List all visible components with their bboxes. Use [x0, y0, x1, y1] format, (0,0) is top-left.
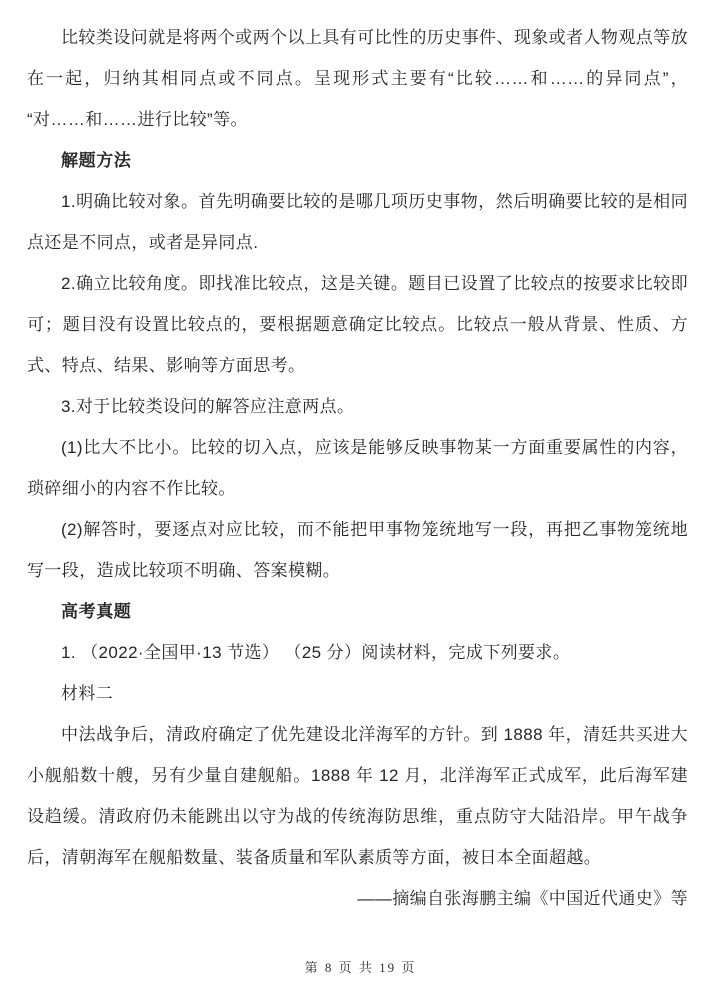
- paragraph: 比较类设问就是将两个或两个以上具有可比性的历史事件、现象或者人物观点等放在一起，归纳其相同点或不同点。呈现形式主要有“比较……和……的异同点”，“对……和……进行比较”等。: [27, 28, 688, 129]
- paragraph: (2)解答时，要逐点对应比较，而不能把甲事物笼统地写一段，再把乙事物笼统地写一段，造成比较项不明确、答案模糊。: [27, 520, 688, 580]
- paragraph: (1)比大不比小。比较的切入点，应该是能够反映事物某一方面重要属性的内容，琐碎细小的内容不作比较。: [27, 438, 688, 498]
- page-footer: [0, 957, 721, 976]
- paragraph: 1. （2022·全国甲·13 节选） （25 分）阅读材料，完成下列要求。: [61, 643, 571, 662]
- paragraph: 中法战争后，清政府确定了优先建设北洋海军的方针。到 1888 年，清廷共买进大小舰船数十艘，另有少量自建舰船。1888 年 12 月，北洋海军正式成军，此后海军建设趋缓。清政府仍未能跳出以守为战的传统海防思维，重点防守大陆沿岸。甲午战争后，清朝海军在舰船数量、装备质量和军队素质等方面，被日本全面超越。: [27, 725, 688, 867]
- paragraph: 材料二: [61, 684, 114, 703]
- section-heading: 解题方法: [61, 151, 132, 170]
- page-number: 第 8 页 共 19 页: [304, 960, 417, 975]
- paragraph: 2.确立比较角度。即找准比较点，这是关键。题目已设置了比较点的按要求比较即可；题目没有设置比较点的，要根据题意确定比较点。比较点一般从背景、性质、方式、特点、结果、影响等方面思考。: [27, 274, 688, 375]
- section-heading: 高考真题: [61, 602, 132, 621]
- paragraph: 1.明确比较对象。首先明确要比较的是哪几项历史事物，然后明确要比较的是相同点还是不同点，或者是异同点.: [27, 192, 688, 252]
- paragraph: 3.对于比较类设问的解答应注意两点。: [61, 397, 355, 416]
- attribution-line: ——摘编自张海鹏主编《中国近代通史》等: [357, 889, 688, 908]
